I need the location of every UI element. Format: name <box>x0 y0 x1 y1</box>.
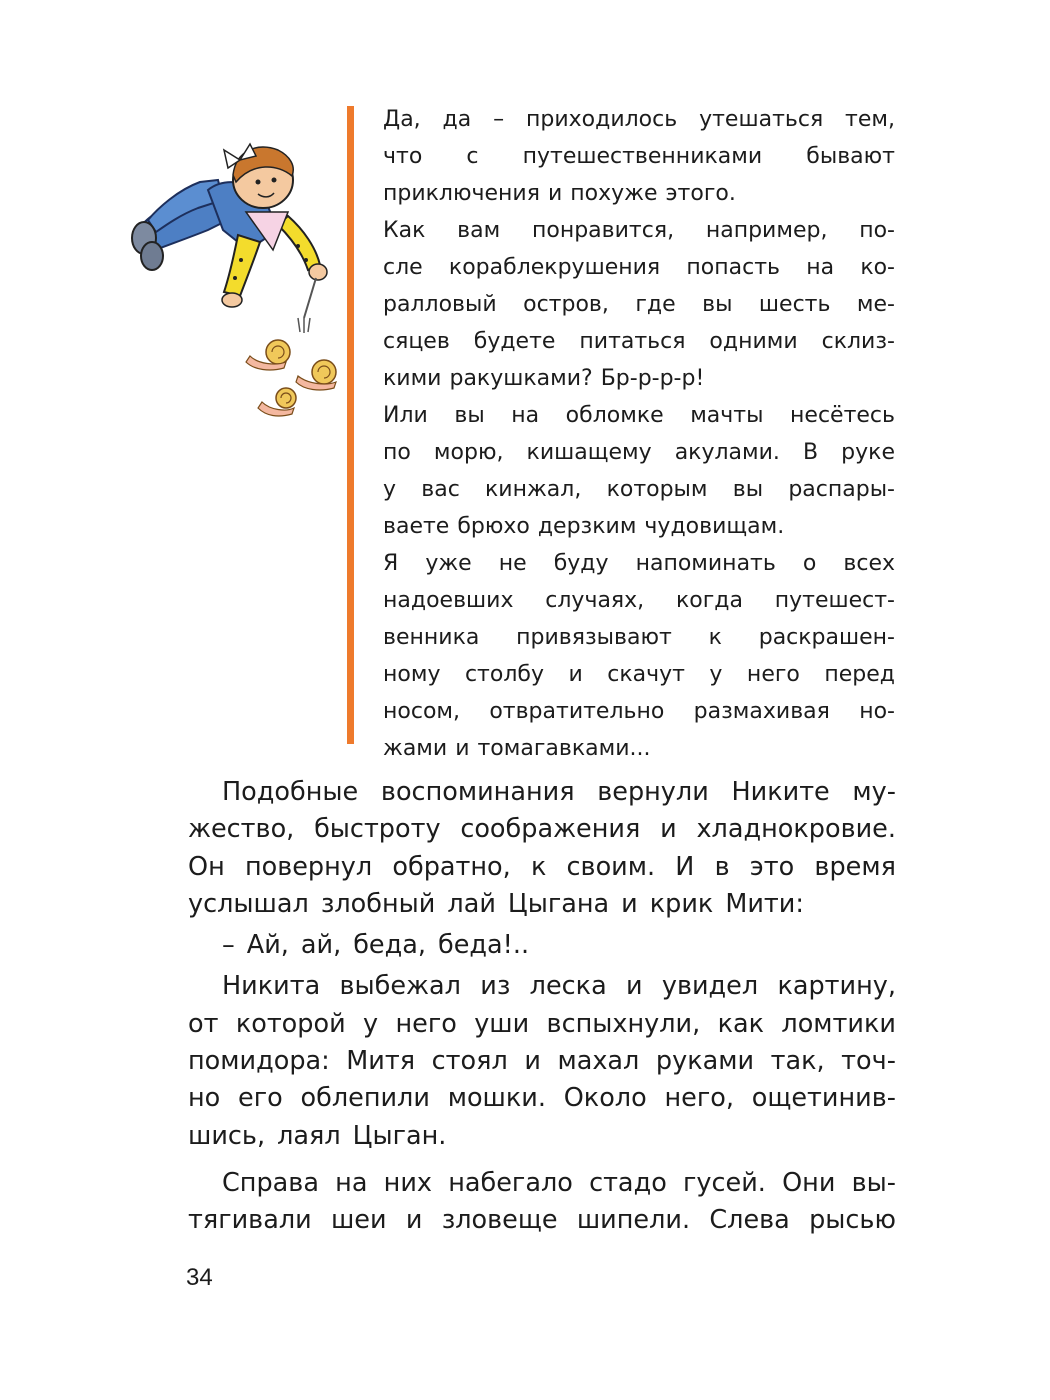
word: тягивали <box>188 1205 312 1236</box>
aside-line: ралловый остров, где вы шесть ме- <box>383 292 895 317</box>
main-line <box>188 1118 896 1155</box>
word: лаял <box>277 1120 341 1151</box>
word: руками <box>655 1046 755 1077</box>
word: услышал <box>188 888 309 919</box>
word: и <box>621 888 638 919</box>
word: ощетинив- <box>751 1083 896 1114</box>
word: беда, <box>353 930 426 961</box>
aside-line: кими ракушками? Бр-р-р-р! <box>383 366 705 391</box>
word: это <box>749 851 795 882</box>
aside-line: у вас кинжал, которым вы распары- <box>383 477 895 502</box>
word: И <box>675 851 695 882</box>
word: му- <box>852 777 896 807</box>
word: повернул <box>244 851 373 882</box>
main-line <box>188 968 896 1005</box>
word: беда!.. <box>437 930 530 961</box>
word: к <box>530 851 547 882</box>
aside-line: ному столбу и скачут у него перед <box>383 662 895 687</box>
word: и <box>524 1046 541 1077</box>
word: облепили <box>300 1083 430 1114</box>
word: шипели. <box>576 1205 691 1236</box>
aside-line: что с путешественниками бывают <box>383 144 895 169</box>
aside-line: сле кораблекрушения попасть на ко- <box>383 255 895 280</box>
aside-line: по морю, кишащему акулами. В руке <box>383 440 895 465</box>
word: шеи <box>330 1205 387 1236</box>
word: выбежал <box>339 971 461 1002</box>
main-line <box>188 886 896 923</box>
aside-line: сяцев будете питаться одними склиз- <box>383 329 895 354</box>
word: и <box>626 971 643 1002</box>
word: Ай, <box>246 930 289 961</box>
word: злобный <box>320 888 436 919</box>
word: от <box>188 1008 219 1039</box>
word: Мити: <box>725 888 804 919</box>
word: рысью <box>809 1205 896 1236</box>
word: но <box>188 1083 221 1114</box>
main-line <box>188 927 896 964</box>
word: так, <box>770 1046 825 1077</box>
word: ай, <box>300 930 342 961</box>
main-line <box>188 1202 896 1239</box>
word: вернули <box>597 777 709 807</box>
word: вы- <box>851 1167 896 1198</box>
word: его <box>238 1083 283 1114</box>
word: крик <box>649 888 714 919</box>
word: Около <box>563 1083 647 1114</box>
word: в <box>714 851 730 882</box>
aside-line: носом, отвратительно размахивая но- <box>383 699 895 724</box>
word: Они <box>782 1167 836 1198</box>
word: Никита <box>222 971 321 1002</box>
aside-line: ваете брюхо дерзким чудовищам. <box>383 514 785 539</box>
main-text-block <box>188 774 896 1240</box>
word: картину, <box>777 971 896 1002</box>
main-line <box>188 1006 896 1043</box>
word: которой <box>235 1008 346 1039</box>
word: вспыхнули, <box>546 1008 701 1039</box>
word: Цыган. <box>352 1120 447 1151</box>
word: зловеще <box>441 1205 558 1236</box>
aside-line: Или вы на обломке мачты несётесь <box>383 403 895 428</box>
sidebar-text-block <box>383 102 895 768</box>
word: соображения <box>460 814 641 845</box>
word: быстроту <box>314 814 441 845</box>
aside-line: венника привязывают к раскрашен- <box>383 625 895 650</box>
word: хладнокровие. <box>696 814 896 845</box>
word: помидора: <box>188 1046 330 1077</box>
word: у <box>363 1008 379 1039</box>
word: Митя <box>346 1046 416 1077</box>
word: лай <box>447 888 496 919</box>
aside-line: приключения и похуже этого. <box>383 181 736 206</box>
word: стадо <box>589 1167 667 1198</box>
main-line <box>188 774 896 811</box>
word: воспоминания <box>380 777 575 807</box>
word: него <box>395 1008 457 1039</box>
aside-line: жами и томагавками... <box>383 736 651 761</box>
word: гусей. <box>683 1167 766 1198</box>
aside-line: Да, да – приходилось утешаться тем, <box>383 107 895 132</box>
word: Цыгана <box>507 888 610 919</box>
main-line <box>188 1165 896 1202</box>
main-line <box>188 849 896 886</box>
word: шись, <box>188 1120 266 1151</box>
word: него, <box>664 1083 734 1114</box>
main-line <box>188 1080 896 1117</box>
word: ломтики <box>781 1008 896 1039</box>
main-line <box>188 811 896 848</box>
word: леска <box>529 971 607 1002</box>
boy-with-snails-illustration <box>128 120 360 440</box>
word: обратно, <box>392 851 511 882</box>
word: Справа <box>222 1167 319 1198</box>
aside-line: Как вам понравится, например, по- <box>383 218 895 243</box>
word: время <box>814 851 896 882</box>
word: Слева <box>709 1205 790 1236</box>
word: Подобные <box>222 777 359 807</box>
word: и <box>405 1205 423 1236</box>
sidebar-accent-rule <box>347 106 354 744</box>
word: своим. <box>566 851 656 882</box>
word: них <box>383 1167 433 1198</box>
word: на <box>335 1167 368 1198</box>
word: мошки. <box>447 1083 546 1114</box>
word: махал <box>557 1046 640 1077</box>
word: и <box>660 814 677 845</box>
word: из <box>480 971 511 1002</box>
word: увидел <box>661 971 759 1002</box>
word: точ- <box>841 1046 896 1077</box>
aside-line: Я уже не буду напоминать о всех <box>383 551 895 576</box>
word: – <box>222 930 235 961</box>
main-line <box>188 1043 896 1080</box>
word: жество, <box>188 814 295 845</box>
word: как <box>717 1008 765 1039</box>
word: Никите <box>731 777 830 807</box>
word: Он <box>188 851 225 882</box>
word: уши <box>474 1008 530 1039</box>
word: стоял <box>431 1046 508 1077</box>
word: набегало <box>448 1167 573 1198</box>
aside-line: надоевших случаях, когда путешест- <box>383 588 895 613</box>
page-number: 34 <box>186 1264 213 1291</box>
